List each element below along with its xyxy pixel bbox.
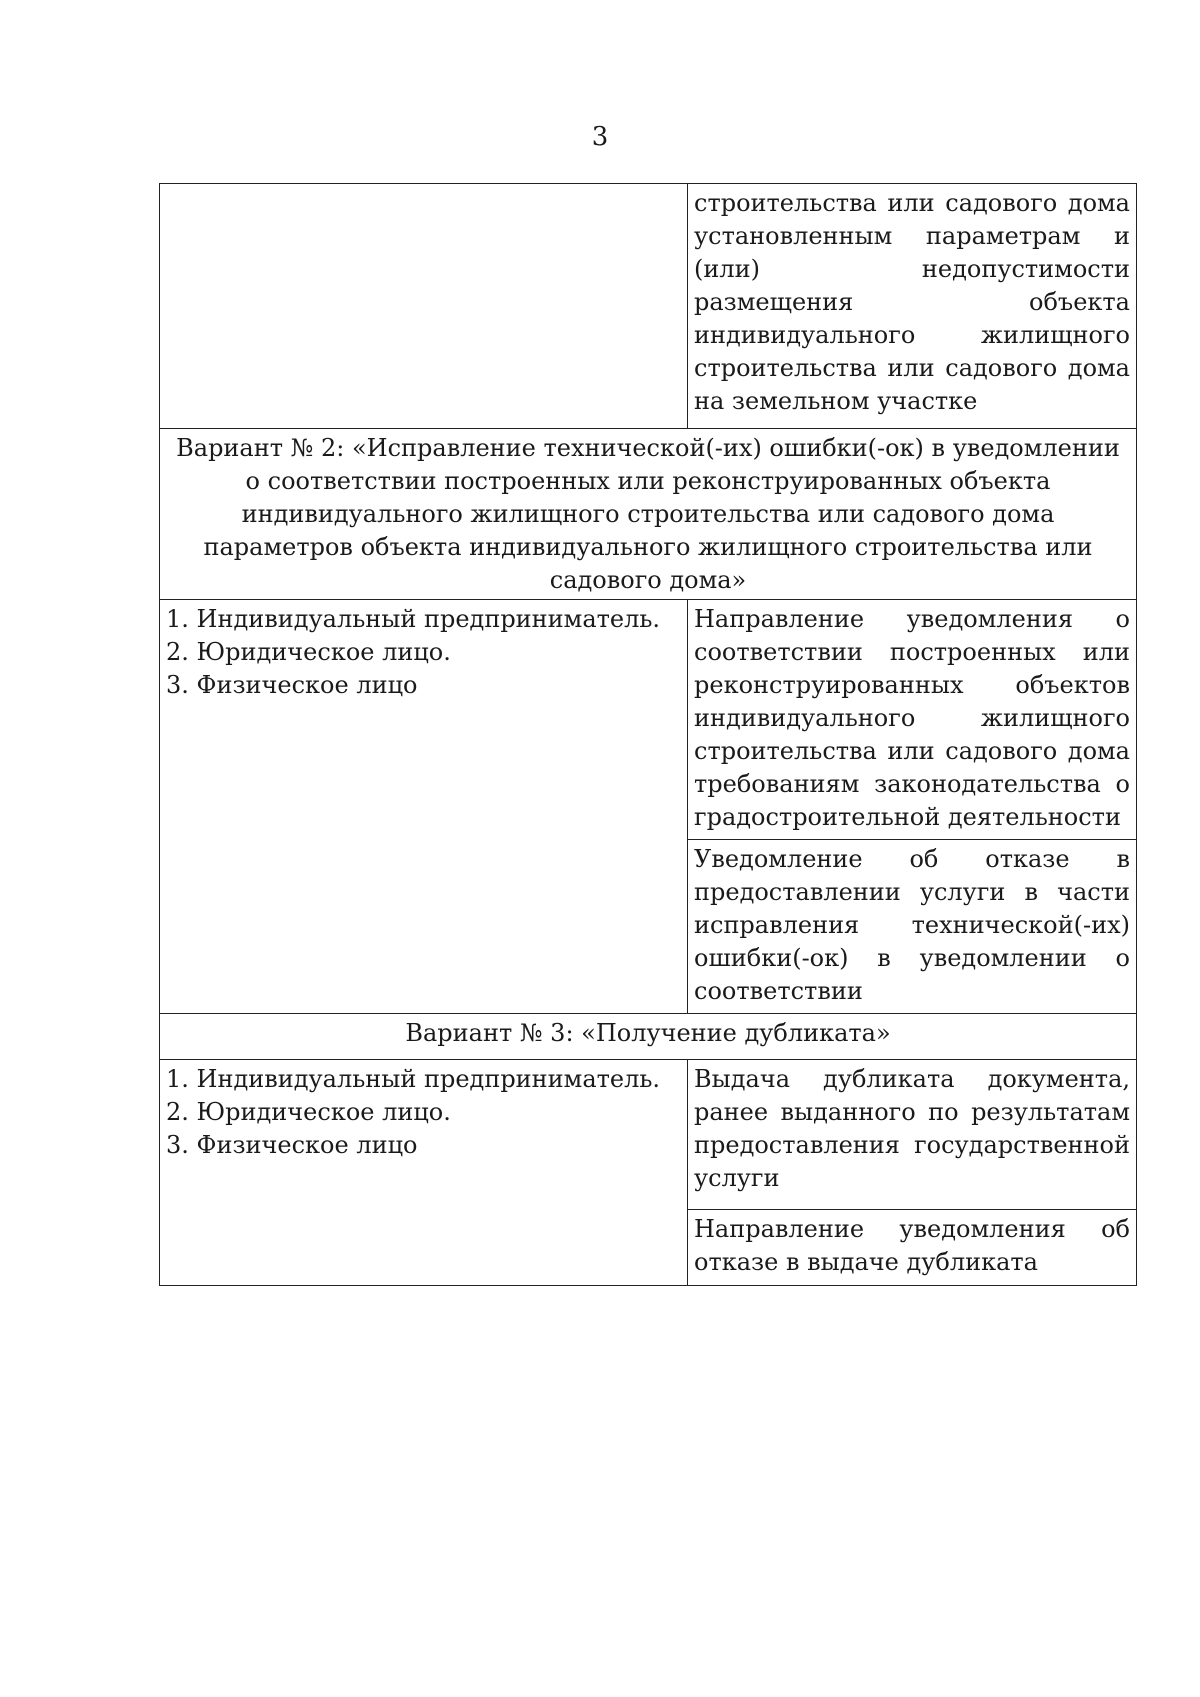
empty-cell xyxy=(160,184,688,429)
table-row xyxy=(160,429,1137,600)
list-item: 3. Физическое лицо xyxy=(166,671,418,699)
variant-3-applicants xyxy=(160,1060,688,1286)
table-row xyxy=(160,1014,1137,1060)
variant-2-title: Вариант № 2: «Исправление технической(-их) ошибки(-ок) в уведомлении о соответствии построенных или реконструированных объекта индивидуального жилищного строительства или садового дома параметров объекта индивидуального жилищного строительства или садового дома» xyxy=(160,429,1137,600)
table-row xyxy=(160,184,1137,429)
variant-3-title: Вариант № 3: «Получение дубликата» xyxy=(160,1014,1137,1060)
list-item: 1. Индивидуальный предприниматель. xyxy=(166,1065,661,1093)
table-row xyxy=(160,600,1137,840)
list-item: 3. Физическое лицо xyxy=(166,1131,418,1159)
list-item: 2. Юридическое лицо. xyxy=(166,638,451,666)
variant-3-result-2: Направление уведомления об отказе в выдаче дубликата xyxy=(688,1210,1137,1286)
variant-2-result-1: Направление уведомления о соответствии построенных или реконструированных объектов индивидуального жилищного строительства или садового дома требованиям законодательства о градостроительной деятельности xyxy=(688,600,1137,840)
list-item: 2. Юридическое лицо. xyxy=(166,1098,451,1126)
variant-2-applicants xyxy=(160,600,688,1014)
continuation-cell: строительства или садового дома установленным параметрам и (или) недопустимости размещения объекта индивидуального жилищного строительства или садового дома на земельном участке xyxy=(688,184,1137,429)
table-row xyxy=(160,1060,1137,1210)
variant-2-result-2: Уведомление об отказе в предоставлении услуги в части исправления технической(-их) ошибки(-ок) в уведомлении о соответствии xyxy=(688,840,1137,1014)
page-number: 3 xyxy=(591,122,609,152)
list-item: 1. Индивидуальный предприниматель. xyxy=(166,605,661,633)
variant-3-result-1: Выдача дубликата документа, ранее выданного по результатам предоставления государственной услуги xyxy=(688,1060,1137,1210)
services-table xyxy=(159,183,1137,1286)
